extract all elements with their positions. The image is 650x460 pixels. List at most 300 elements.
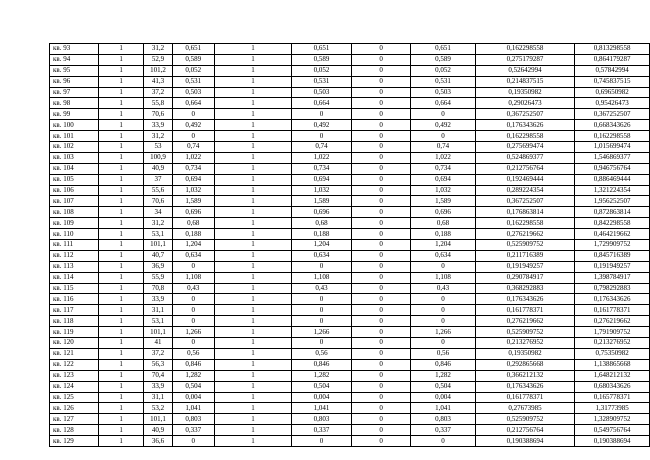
table-row (50, 218, 650, 229)
cell-area: 70,6 (144, 109, 173, 120)
table-row (50, 44, 650, 55)
cell-value-b: 0 (292, 131, 352, 142)
cell-coef: 1 (214, 44, 291, 55)
cell-area: 101,2 (144, 65, 173, 76)
cell-value-b: 0,846 (292, 359, 352, 370)
cell-value-b: 0,004 (292, 392, 352, 403)
cell-apartment: кв. 119 (50, 327, 99, 338)
cell-area: 40,7 (144, 250, 173, 261)
cell-value-e: 0,162298558 (475, 218, 575, 229)
cell-value-d: 0 (411, 316, 475, 327)
cell-apartment: кв. 93 (50, 44, 99, 55)
cell-value-b: 0 (292, 305, 352, 316)
cell-value-c: 0 (351, 87, 410, 98)
table-row (50, 425, 650, 436)
cell-apartment: кв. 121 (50, 348, 99, 359)
cell-value-e: 0,212756764 (475, 425, 575, 436)
cell-value-a: 0,846 (172, 359, 214, 370)
cell-area: 100,9 (144, 152, 173, 163)
cell-value-d: 0,74 (411, 142, 475, 153)
cell-total: 1,328909752 (575, 414, 650, 425)
cell-value-a: 0,337 (172, 425, 214, 436)
cell-value-d: 0,531 (411, 76, 475, 87)
cell-value-d: 0,188 (411, 229, 475, 240)
cell-value-d: 0,634 (411, 250, 475, 261)
table-row (50, 207, 650, 218)
cell-count: 1 (99, 185, 144, 196)
cell-value-b: 0,492 (292, 120, 352, 131)
cell-value-e: 0,162298558 (475, 44, 575, 55)
cell-value-a: 0 (172, 131, 214, 142)
cell-value-a: 0 (172, 316, 214, 327)
cell-value-a: 0,492 (172, 120, 214, 131)
cell-value-e: 0,525909752 (475, 414, 575, 425)
cell-value-b: 0,188 (292, 229, 352, 240)
cell-value-b: 0,531 (292, 76, 352, 87)
cell-area: 40,9 (144, 163, 173, 174)
cell-total: 1,956252507 (575, 196, 650, 207)
cell-value-e: 0,289224354 (475, 185, 575, 196)
cell-count: 1 (99, 272, 144, 283)
cell-apartment: кв. 95 (50, 65, 99, 76)
cell-coef: 1 (214, 261, 291, 272)
cell-area: 53,1 (144, 229, 173, 240)
cell-value-e: 0,276219662 (475, 316, 575, 327)
cell-coef: 1 (214, 403, 291, 414)
cell-area: 53,2 (144, 403, 173, 414)
cell-value-e: 0,525909752 (475, 240, 575, 251)
cell-count: 1 (99, 240, 144, 251)
table-row (50, 196, 650, 207)
cell-total: 0,668343626 (575, 120, 650, 131)
cell-value-a: 0,68 (172, 218, 214, 229)
cell-area: 31,2 (144, 218, 173, 229)
cell-value-b: 0,589 (292, 54, 352, 65)
cell-count: 1 (99, 163, 144, 174)
cell-value-c: 0 (351, 392, 410, 403)
cell-value-e: 0,19350982 (475, 87, 575, 98)
cell-apartment: кв. 108 (50, 207, 99, 218)
cell-value-c: 0 (351, 261, 410, 272)
cell-total: 1,015699474 (575, 142, 650, 153)
cell-count: 1 (99, 44, 144, 55)
cell-coef: 1 (214, 185, 291, 196)
cell-value-d: 0,337 (411, 425, 475, 436)
cell-total: 1,321224354 (575, 185, 650, 196)
cell-value-a: 0 (172, 261, 214, 272)
cell-value-c: 0 (351, 142, 410, 153)
cell-value-b: 0 (292, 294, 352, 305)
cell-value-d: 0 (411, 261, 475, 272)
cell-count: 1 (99, 98, 144, 109)
cell-value-e: 0,366212132 (475, 370, 575, 381)
cell-coef: 1 (214, 163, 291, 174)
table-row (50, 250, 650, 261)
cell-area: 34 (144, 207, 173, 218)
cell-value-c: 0 (351, 152, 410, 163)
cell-total: 0,864179287 (575, 54, 650, 65)
cell-value-e: 0,161778371 (475, 305, 575, 316)
cell-coef: 1 (214, 272, 291, 283)
cell-total: 0,845716389 (575, 250, 650, 261)
cell-count: 1 (99, 229, 144, 240)
cell-value-b: 0,664 (292, 98, 352, 109)
cell-value-d: 0,651 (411, 44, 475, 55)
cell-count: 1 (99, 294, 144, 305)
table-row (50, 381, 650, 392)
cell-value-a: 0,696 (172, 207, 214, 218)
cell-apartment: кв. 101 (50, 131, 99, 142)
table-row (50, 348, 650, 359)
cell-value-b: 0,56 (292, 348, 352, 359)
table-row (50, 261, 650, 272)
cell-value-c: 0 (351, 98, 410, 109)
cell-coef: 1 (214, 120, 291, 131)
cell-total: 0,680343626 (575, 381, 650, 392)
cell-apartment: кв. 104 (50, 163, 99, 174)
cell-value-b: 0 (292, 338, 352, 349)
cell-coef: 1 (214, 131, 291, 142)
cell-value-e: 0,292865668 (475, 359, 575, 370)
cell-total: 0,813298558 (575, 44, 650, 55)
cell-area: 37,2 (144, 348, 173, 359)
cell-value-a: 0 (172, 305, 214, 316)
cell-value-c: 0 (351, 294, 410, 305)
cell-value-d: 1,266 (411, 327, 475, 338)
cell-value-d: 1,282 (411, 370, 475, 381)
cell-count: 1 (99, 370, 144, 381)
cell-value-e: 0,214837515 (475, 76, 575, 87)
cell-area: 53 (144, 142, 173, 153)
cell-area: 41 (144, 338, 173, 349)
table-row (50, 392, 650, 403)
cell-apartment: кв. 102 (50, 142, 99, 153)
table-row (50, 359, 650, 370)
table-row (50, 120, 650, 131)
table-row (50, 272, 650, 283)
cell-count: 1 (99, 348, 144, 359)
cell-value-a: 1,204 (172, 240, 214, 251)
cell-total: 0,549756764 (575, 425, 650, 436)
cell-total: 0,165778371 (575, 392, 650, 403)
cell-count: 1 (99, 359, 144, 370)
cell-value-e: 0,162298558 (475, 131, 575, 142)
cell-value-a: 0 (172, 294, 214, 305)
cell-count: 1 (99, 283, 144, 294)
cell-value-a: 0 (172, 109, 214, 120)
cell-total: 0,367252507 (575, 109, 650, 120)
cell-count: 1 (99, 207, 144, 218)
cell-value-e: 0,367252507 (475, 196, 575, 207)
cell-coef: 1 (214, 283, 291, 294)
cell-apartment: кв. 116 (50, 294, 99, 305)
cell-area: 31,2 (144, 131, 173, 142)
cell-coef: 1 (214, 348, 291, 359)
cell-value-e: 0,176343626 (475, 120, 575, 131)
cell-value-c: 0 (351, 131, 410, 142)
cell-apartment: кв. 109 (50, 218, 99, 229)
cell-value-e: 0,290784917 (475, 272, 575, 283)
cell-value-c: 0 (351, 327, 410, 338)
cell-coef: 1 (214, 87, 291, 98)
cell-value-c: 0 (351, 120, 410, 131)
table-row (50, 294, 650, 305)
cell-value-a: 1,022 (172, 152, 214, 163)
cell-value-a: 0 (172, 436, 214, 447)
cell-apartment: кв. 105 (50, 174, 99, 185)
table-row (50, 283, 650, 294)
cell-value-d: 0 (411, 436, 475, 447)
cell-value-e: 0,191949257 (475, 261, 575, 272)
cell-area: 31,2 (144, 44, 173, 55)
cell-area: 55,6 (144, 185, 173, 196)
cell-value-e: 0,524869377 (475, 152, 575, 163)
cell-count: 1 (99, 316, 144, 327)
cell-value-b: 0 (292, 316, 352, 327)
cell-value-b: 0,052 (292, 65, 352, 76)
cell-apartment: кв. 126 (50, 403, 99, 414)
cell-count: 1 (99, 381, 144, 392)
cell-apartment: кв. 97 (50, 87, 99, 98)
cell-total: 0,191949257 (575, 261, 650, 272)
table-row (50, 174, 650, 185)
cell-apartment: кв. 122 (50, 359, 99, 370)
cell-area: 37,2 (144, 87, 173, 98)
table-row (50, 327, 650, 338)
cell-value-e: 0,275179287 (475, 54, 575, 65)
cell-value-d: 0,589 (411, 54, 475, 65)
cell-value-e: 0,367252507 (475, 109, 575, 120)
cell-value-a: 1,032 (172, 185, 214, 196)
cell-value-d: 0,803 (411, 414, 475, 425)
cell-value-e: 0,19350982 (475, 348, 575, 359)
cell-coef: 1 (214, 98, 291, 109)
cell-value-e: 0,212756764 (475, 163, 575, 174)
table-row (50, 152, 650, 163)
cell-apartment: кв. 124 (50, 381, 99, 392)
cell-value-e: 0,192469444 (475, 174, 575, 185)
cell-value-c: 0 (351, 425, 410, 436)
cell-count: 1 (99, 414, 144, 425)
cell-value-b: 0,74 (292, 142, 352, 153)
cell-count: 1 (99, 403, 144, 414)
cell-value-c: 0 (351, 185, 410, 196)
cell-value-b: 1,032 (292, 185, 352, 196)
cell-total: 1,31773985 (575, 403, 650, 414)
cell-value-b: 0,504 (292, 381, 352, 392)
cell-coef: 1 (214, 65, 291, 76)
cell-area: 36,6 (144, 436, 173, 447)
cell-total: 0,464219662 (575, 229, 650, 240)
cell-value-a: 0,052 (172, 65, 214, 76)
cell-apartment: кв. 98 (50, 98, 99, 109)
table-row (50, 54, 650, 65)
cell-count: 1 (99, 109, 144, 120)
cell-value-b: 1,041 (292, 403, 352, 414)
cell-coef: 1 (214, 414, 291, 425)
cell-coef: 1 (214, 207, 291, 218)
cell-value-a: 0,503 (172, 87, 214, 98)
cell-value-a: 0,188 (172, 229, 214, 240)
cell-apartment: кв. 107 (50, 196, 99, 207)
cell-coef: 1 (214, 359, 291, 370)
cell-value-a: 0,589 (172, 54, 214, 65)
cell-area: 33,9 (144, 381, 173, 392)
cell-value-e: 0,190388694 (475, 436, 575, 447)
cell-value-d: 0,664 (411, 98, 475, 109)
table-body (50, 44, 650, 447)
cell-value-e: 0,525909752 (475, 327, 575, 338)
cell-value-c: 0 (351, 414, 410, 425)
cell-value-d: 0,734 (411, 163, 475, 174)
apartments-table (49, 43, 650, 447)
cell-count: 1 (99, 218, 144, 229)
cell-coef: 1 (214, 250, 291, 261)
cell-total: 0,75350982 (575, 348, 650, 359)
cell-apartment: кв. 129 (50, 436, 99, 447)
cell-coef: 1 (214, 316, 291, 327)
cell-total: 0,946756764 (575, 163, 650, 174)
cell-coef: 1 (214, 142, 291, 153)
cell-total: 0,162298558 (575, 131, 650, 142)
cell-coef: 1 (214, 109, 291, 120)
cell-value-b: 0 (292, 436, 352, 447)
cell-count: 1 (99, 305, 144, 316)
cell-total: 1,791909752 (575, 327, 650, 338)
cell-value-b: 0,503 (292, 87, 352, 98)
cell-area: 56,3 (144, 359, 173, 370)
cell-value-e: 0,52642994 (475, 65, 575, 76)
cell-area: 37 (144, 174, 173, 185)
cell-total: 0,95426473 (575, 98, 650, 109)
cell-value-b: 1,022 (292, 152, 352, 163)
cell-value-c: 0 (351, 163, 410, 174)
cell-value-a: 0,651 (172, 44, 214, 55)
cell-total: 0,276219662 (575, 316, 650, 327)
cell-value-c: 0 (351, 207, 410, 218)
cell-value-a: 0 (172, 338, 214, 349)
cell-apartment: кв. 128 (50, 425, 99, 436)
cell-count: 1 (99, 436, 144, 447)
cell-total: 0,213276952 (575, 338, 650, 349)
table-row (50, 316, 650, 327)
cell-value-d: 0,004 (411, 392, 475, 403)
cell-value-b: 0,694 (292, 174, 352, 185)
cell-value-c: 0 (351, 54, 410, 65)
cell-value-d: 0,43 (411, 283, 475, 294)
cell-value-b: 1,282 (292, 370, 352, 381)
cell-apartment: кв. 112 (50, 250, 99, 261)
cell-value-c: 0 (351, 338, 410, 349)
cell-value-d: 1,108 (411, 272, 475, 283)
cell-value-a: 0,734 (172, 163, 214, 174)
cell-coef: 1 (214, 381, 291, 392)
cell-area: 55,9 (144, 272, 173, 283)
cell-value-e: 0,29026473 (475, 98, 575, 109)
cell-area: 55,8 (144, 98, 173, 109)
cell-count: 1 (99, 250, 144, 261)
cell-value-b: 0,734 (292, 163, 352, 174)
cell-total: 0,872863814 (575, 207, 650, 218)
table-row (50, 65, 650, 76)
cell-value-e: 0,27673985 (475, 403, 575, 414)
cell-apartment: кв. 118 (50, 316, 99, 327)
cell-value-a: 0,634 (172, 250, 214, 261)
cell-coef: 1 (214, 218, 291, 229)
cell-apartment: кв. 115 (50, 283, 99, 294)
cell-coef: 1 (214, 294, 291, 305)
cell-value-e: 0,176343626 (475, 381, 575, 392)
cell-value-c: 0 (351, 381, 410, 392)
cell-count: 1 (99, 131, 144, 142)
cell-area: 70,4 (144, 370, 173, 381)
cell-coef: 1 (214, 174, 291, 185)
cell-value-d: 0,694 (411, 174, 475, 185)
cell-value-c: 0 (351, 436, 410, 447)
cell-area: 52,9 (144, 54, 173, 65)
cell-value-a: 1,589 (172, 196, 214, 207)
cell-value-d: 1,041 (411, 403, 475, 414)
cell-value-a: 0,504 (172, 381, 214, 392)
cell-value-b: 0 (292, 109, 352, 120)
cell-value-b: 0,696 (292, 207, 352, 218)
cell-total: 0,745837515 (575, 76, 650, 87)
cell-area: 36,9 (144, 261, 173, 272)
cell-area: 40,9 (144, 425, 173, 436)
cell-value-e: 0,211716389 (475, 250, 575, 261)
cell-value-b: 0,651 (292, 44, 352, 55)
cell-value-a: 1,282 (172, 370, 214, 381)
cell-value-d: 0,696 (411, 207, 475, 218)
cell-value-c: 0 (351, 283, 410, 294)
cell-total: 0,190388694 (575, 436, 650, 447)
cell-coef: 1 (214, 305, 291, 316)
cell-total: 0,176343626 (575, 294, 650, 305)
cell-total: 1,398784917 (575, 272, 650, 283)
table-row (50, 87, 650, 98)
table-row (50, 229, 650, 240)
cell-apartment: кв. 111 (50, 240, 99, 251)
cell-apartment: кв. 125 (50, 392, 99, 403)
cell-total: 0,69650982 (575, 87, 650, 98)
cell-value-b: 0,68 (292, 218, 352, 229)
cell-area: 101,1 (144, 414, 173, 425)
cell-value-e: 0,276219662 (475, 229, 575, 240)
cell-value-e: 0,275699474 (475, 142, 575, 153)
cell-apartment: кв. 113 (50, 261, 99, 272)
cell-total: 0,161778371 (575, 305, 650, 316)
cell-coef: 1 (214, 76, 291, 87)
cell-value-e: 0,176343626 (475, 294, 575, 305)
cell-value-a: 0,803 (172, 414, 214, 425)
table-row (50, 142, 650, 153)
table-row (50, 131, 650, 142)
cell-count: 1 (99, 142, 144, 153)
cell-count: 1 (99, 392, 144, 403)
table-row (50, 436, 650, 447)
cell-total: 0,886469444 (575, 174, 650, 185)
cell-value-b: 0,803 (292, 414, 352, 425)
cell-total: 1,138865668 (575, 359, 650, 370)
cell-value-b: 0,43 (292, 283, 352, 294)
cell-value-c: 0 (351, 76, 410, 87)
cell-value-d: 0,846 (411, 359, 475, 370)
cell-value-d: 0,503 (411, 87, 475, 98)
cell-count: 1 (99, 261, 144, 272)
cell-apartment: кв. 100 (50, 120, 99, 131)
cell-value-a: 0,56 (172, 348, 214, 359)
cell-count: 1 (99, 338, 144, 349)
